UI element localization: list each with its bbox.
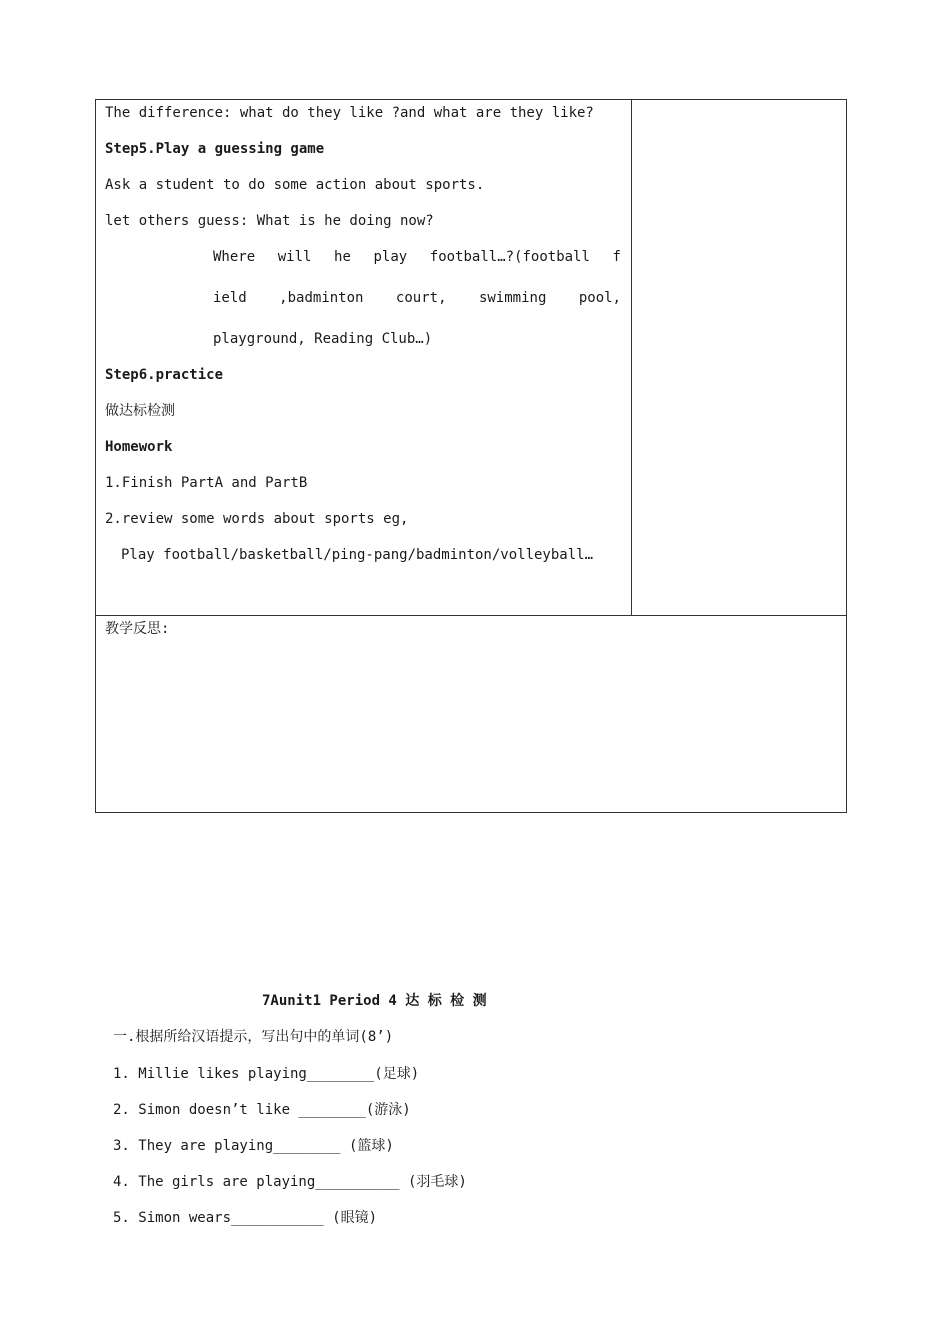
word: play	[373, 249, 408, 265]
step5-instruction-1: Ask a student to do some action about sports.	[105, 177, 485, 193]
step5-instruction-2: let others guess: What is he doing now?	[105, 213, 434, 229]
lesson-table	[95, 99, 847, 813]
exercise-title: 7Aunit1 Period 4 达 标 检 测	[262, 993, 487, 1009]
places-line-end: playground, Reading Club…)	[213, 331, 433, 347]
step5-title: Step5.Play a guessing game	[105, 141, 325, 157]
places-line	[213, 289, 621, 307]
word: court,	[395, 290, 447, 306]
homework-item-1: 1.Finish PartA and PartB	[105, 475, 308, 491]
homework-title: Homework	[105, 439, 173, 455]
table-row-divider	[95, 615, 847, 616]
word: Where	[213, 249, 256, 265]
exercise-section: 一.根据所给汉语提示，写出句中的单词(8’)	[113, 1029, 394, 1045]
word: will	[277, 249, 312, 265]
word: ield	[213, 290, 247, 306]
word: he	[334, 249, 351, 265]
word: ,badminton	[279, 290, 364, 306]
word: pool,	[578, 290, 621, 306]
step6-instruction: 做达标检测	[105, 403, 175, 419]
exercise-item: 4. The girls are playing__________ (羽毛球)	[113, 1174, 467, 1190]
homework-item-2: 2.review some words about sports eg,	[105, 511, 409, 527]
exercise-item: 1. Millie likes playing________(足球)	[113, 1066, 420, 1082]
exercise-item: 5. Simon wears___________ (眼镜)	[113, 1210, 378, 1226]
difference-line: The difference: what do they like ?and what are they like?	[105, 105, 594, 121]
step6-title: Step6.practice	[105, 367, 224, 383]
exercise-item: 3. They are playing________ (篮球)	[113, 1138, 394, 1154]
table-column-divider	[631, 99, 632, 615]
word: swimming	[478, 290, 547, 306]
word: football…?(football	[429, 249, 590, 265]
exercise-item: 2. Simon doesn’t like ________(游泳)	[113, 1102, 411, 1118]
where-question-line	[213, 248, 621, 266]
word: f	[612, 249, 621, 265]
homework-item-3: Play football/basketball/ping-pang/badminton/volleyball…	[121, 547, 594, 563]
reflection-label: 教学反思:	[105, 621, 170, 637]
